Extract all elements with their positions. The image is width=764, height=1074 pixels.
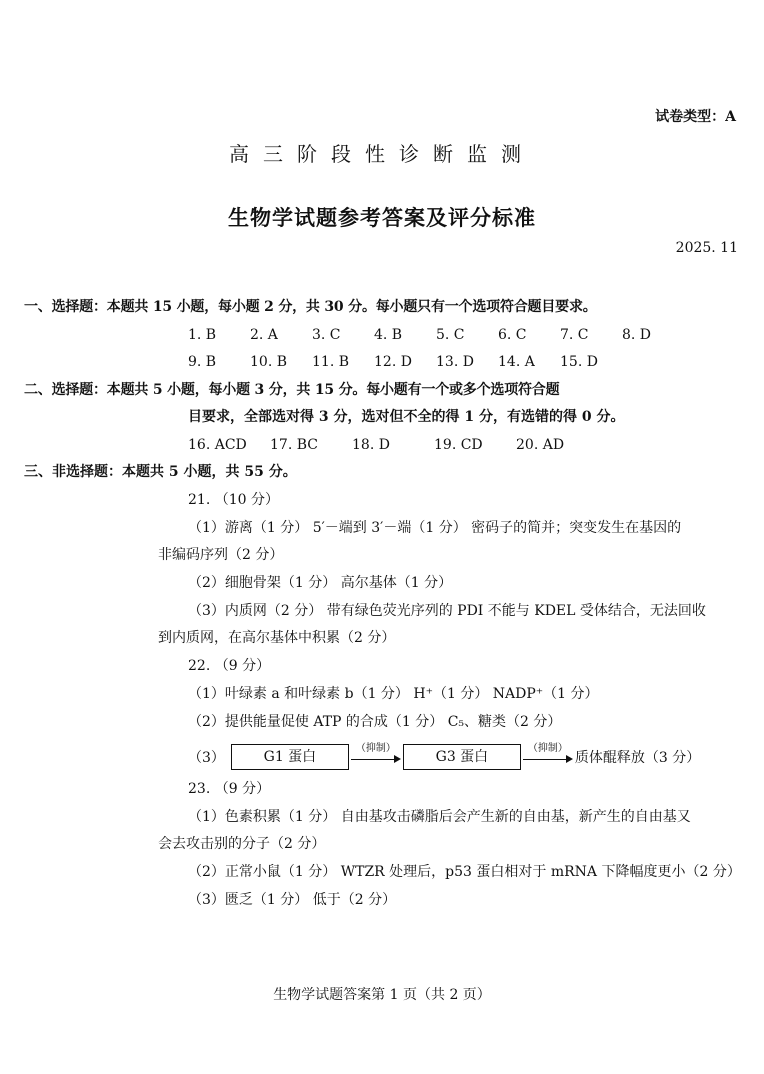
q21-answer-3-line2: 到内质网，在高尔基体中积累（2 分） [158, 630, 396, 646]
answer-15: 15. D [560, 354, 598, 370]
answer-4: 4. B [374, 327, 403, 343]
question-23-title: 23. （9 分） [188, 781, 271, 797]
inhibit-arrow-1-label: （抑制） [355, 743, 396, 754]
q23-answer-3: （3）匮乏（1 分） 低于（2 分） [188, 892, 397, 908]
answer-1: 1. B [188, 327, 217, 343]
q22-answer-3-prefix: （3） [188, 750, 225, 766]
exam-date: 2025. 11 [675, 240, 738, 256]
answer-20: 20. AD [516, 437, 565, 453]
q23-answer-2: （2）正常小鼠（1 分） WTZR 处理后，p53 蛋白相对于 mRNA 下降幅度更小（2 分） [188, 864, 741, 880]
answer-17: 17. BC [270, 437, 318, 453]
answer-3: 3. C [312, 327, 341, 343]
paper-type-label: 试卷类型：A [655, 109, 736, 125]
question-22-title: 22. （9 分） [188, 658, 271, 674]
answer-10: 10. B [250, 354, 288, 370]
q21-answer-1-line2: 非编码序列（2 分） [158, 547, 284, 563]
section1-answer-row-2 [188, 352, 598, 372]
inhibit-arrow-2 [521, 745, 575, 769]
q22-answer-3-flow [188, 744, 700, 770]
answer-14: 14. A [498, 354, 535, 370]
q21-answer-2: （2）细胞骨架（1 分） 高尔基体（1 分） [188, 575, 453, 591]
answer-16: 16. ACD [188, 437, 247, 453]
answer-12: 12. D [374, 354, 412, 370]
q22-answer-1: （1）叶绿素 a 和叶绿素 b（1 分） H⁺（1 分） NADP⁺（1 分） [188, 686, 599, 702]
answer-2: 2. A [250, 327, 278, 343]
answer-19: 19. CD [434, 437, 483, 453]
q21-answer-3-line1: （3）内质网（2 分） 带有绿色荧光序列的 PDI 不能与 KDEL 受体结合，无法回收 [188, 603, 706, 619]
section3-heading: 三、非选择题：本题共 5 小题，共 55 分。 [24, 464, 297, 480]
section1-heading: 一、选择题：本题共 15 小题，每小题 2 分，共 30 分。每小题只有一个选项符合题目要求。 [24, 299, 597, 315]
page-subtitle: 生物学试题参考答案及评分标准 [228, 205, 536, 230]
page-footer: 生物学试题答案第 1 页（共 2 页） [273, 987, 491, 1003]
inhibit-arrow-2-label: （抑制） [527, 743, 568, 754]
answer-6: 6. C [498, 327, 527, 343]
section2-heading-line2: 目要求，全部选对得 3 分，选对但不全的得 1 分，有选错的得 0 分。 [188, 409, 625, 425]
arrow-head-icon [394, 755, 401, 763]
g1-protein-box: G1 蛋白 [231, 744, 349, 770]
inhibit-arrow-1 [349, 745, 403, 769]
answer-5: 5. C [436, 327, 465, 343]
answer-9: 9. B [188, 354, 217, 370]
arrow-head-icon [566, 755, 573, 763]
answer-11: 11. B [312, 354, 350, 370]
q23-answer-1-line1: （1）色素积累（1 分） 自由基攻击磷脂后会产生新的自由基，新产生的自由基又 [188, 809, 691, 825]
q23-answer-1-line2: 会去攻击别的分子（2 分） [158, 836, 326, 852]
arrow-line [523, 759, 569, 760]
answer-13: 13. D [436, 354, 474, 370]
page-title: 高三阶段性诊断监测 [229, 142, 535, 166]
section2-answer-row [188, 435, 564, 455]
section1-answer-row-1 [188, 325, 651, 345]
section2-heading-line1: 二、选择题：本题共 5 小题，每小题 3 分，共 15 分。每小题有一个或多个选项符合题 [24, 382, 560, 398]
answer-7: 7. C [560, 327, 589, 343]
question-21-title: 21. （10 分） [188, 492, 279, 508]
g3-protein-box: G3 蛋白 [403, 744, 521, 770]
q22-answer-2: （2）提供能量促使 ATP 的合成（1 分） C₅、糖类（2 分） [188, 714, 562, 730]
q21-answer-1-line1: （1）游离（1 分） 5′－端到 3′－端（1 分） 密码子的简并；突变发生在基因的 [188, 520, 682, 536]
arrow-line [351, 759, 397, 760]
answer-18: 18. D [352, 437, 390, 453]
answer-8: 8. D [622, 327, 652, 343]
q22-answer-3-suffix: 质体醌释放（3 分） [574, 750, 701, 766]
